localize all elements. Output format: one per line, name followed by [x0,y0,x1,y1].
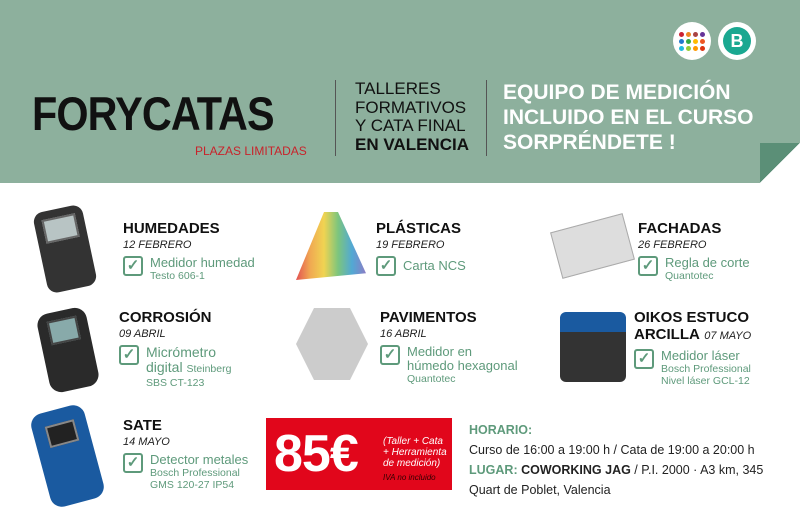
divider [486,80,487,156]
eb-logo: B [718,22,756,60]
check-icon: ✓ [123,256,143,276]
plazas-limitadas: PLAZAS LIMITADAS [195,144,307,158]
check-icon: ✓ [380,345,400,365]
price-box: 85€ (Taller + Cata + Herramienta de medición) IVA no incluido [266,418,452,490]
check-icon: ✓ [123,453,143,473]
header-banner [0,0,800,183]
check-icon: ✓ [634,349,654,369]
colors-logo [673,22,711,60]
hexagonal-gauge-image [296,308,368,380]
workshop-humedades: HUMEDADES 12 FEBRERO ✓ Medidor humedad Testo 606-1 [123,220,255,282]
ncs-chart-image [296,212,366,280]
check-icon: ✓ [638,256,658,276]
talleres-text: TALLERES FORMATIVOS Y CATA FINAL EN VALENCIA [355,79,469,154]
workshop-plasticas: PLÁSTICAS 19 FEBRERO ✓ Carta NCS [376,220,466,274]
workshop-oikos: OIKOS ESTUCO ARCILLA 07 MAYO ✓ Medidor láser Bosch Professional Nivel láser GCL-12 [634,309,752,387]
moisture-meter-image [32,204,98,295]
workshop-fachadas: FACHADAS 26 FEBRERO ✓ Regla de corte Quantotec [638,220,750,282]
workshop-corrosion: CORROSIÓN 09 ABRIL ✓ Micrómetro digital Steinberg SBS CT-123 [119,309,232,389]
check-icon: ✓ [119,345,139,365]
ruler-card-image [550,213,635,279]
laser-level-image [560,312,626,382]
micrometer-image [35,306,101,395]
schedule-info: HORARIO: Curso de 16:00 a 19:00 h / Cata de 19:00 a 20:00 h LUGAR: COWORKING JAG / P.I. 2000 · A3 km, 345 Quart de Poblet, Valencia [469,423,764,497]
metal-detector-image [29,403,107,510]
equipo-text: EQUIPO DE MEDICIÓN INCLUIDO EN EL CURSO SORPRÉNDETE ! [503,81,754,154]
divider [335,80,336,156]
workshop-sate: SATE 14 MAYO ✓ Detector metales Bosch Professional GMS 120-27 IP54 [123,417,249,491]
workshop-pavimentos: PAVIMENTOS 16 ABRIL ✓ Medidor en húmedo hexagonal Quantotec [380,309,518,385]
page-fold [760,143,800,183]
check-icon: ✓ [376,256,396,276]
page-title: FORYCATAS [32,87,274,140]
